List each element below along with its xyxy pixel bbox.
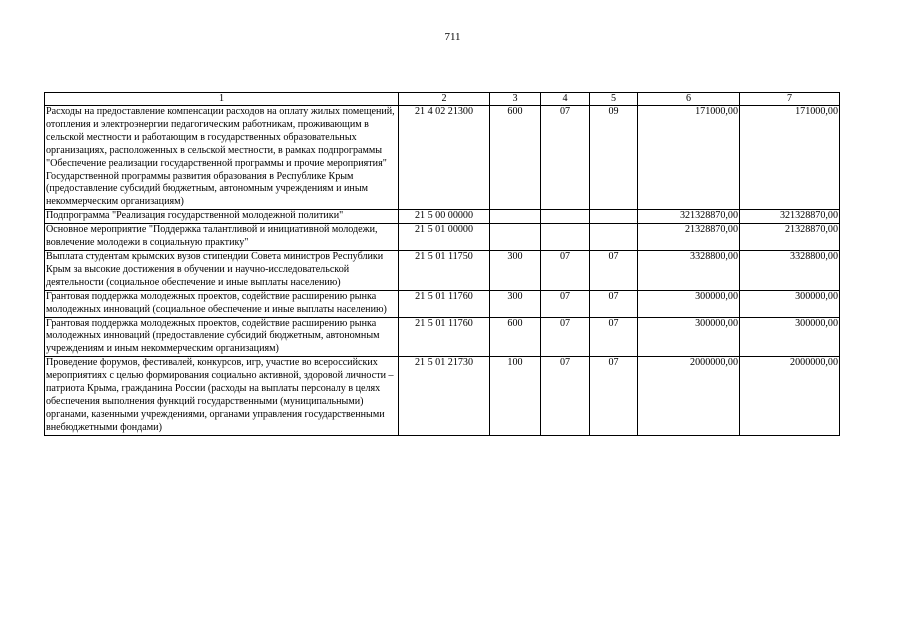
row-amount-6: 2000000,00 (638, 357, 740, 435)
table-row (45, 210, 840, 224)
row-code: 21 5 01 11760 (399, 317, 490, 357)
row-col5 (590, 224, 638, 251)
header-cell: 7 (740, 93, 840, 106)
row-col3: 100 (490, 357, 541, 435)
table-row (45, 357, 840, 435)
row-code: 21 5 01 21730 (399, 357, 490, 435)
header-cell: 5 (590, 93, 638, 106)
table-row (45, 106, 840, 210)
row-col5: 07 (590, 357, 638, 435)
table-row (45, 317, 840, 357)
row-amount-7: 21328870,00 (740, 224, 840, 251)
row-col4: 07 (541, 317, 590, 357)
row-amount-6: 171000,00 (638, 106, 740, 210)
budget-table (44, 92, 840, 436)
row-description: Расходы на предоставление компенсации расходов на оплату жилых помещений, отопления и электроэнергии педагогическим работникам, проживающим в сельской местности и работающим в государственных образовательных организациях, расположенных в сельской местности, в рамках подпрограммы "Обеспечение реализации государственной программы и прочие мероприятия" Государственной программы развития образования в Республике Крым (предоставление субсидий бюджетным, автономным учреждениям и иным некоммерческим организациям) (45, 106, 399, 210)
row-description: Грантовая поддержка молодежных проектов, содействие расширению рынка молодежных инноваций (предоставление субсидий бюджетным, автономным учреждениям и иным некоммерческим организациям) (45, 317, 399, 357)
row-col3 (490, 224, 541, 251)
row-amount-7: 321328870,00 (740, 210, 840, 224)
row-amount-7: 3328800,00 (740, 250, 840, 290)
row-amount-7: 2000000,00 (740, 357, 840, 435)
row-col4 (541, 224, 590, 251)
row-description: Грантовая поддержка молодежных проектов, содействие расширению рынка молодежных инноваций (социальное обеспечение и иные выплаты населению) (45, 290, 399, 317)
row-col3: 300 (490, 290, 541, 317)
row-amount-7: 300000,00 (740, 317, 840, 357)
row-code: 21 4 02 21300 (399, 106, 490, 210)
row-description: Проведение форумов, фестивалей, конкурсов, игр, участие во всероссийских мероприятиях с целью формирования социально активной, здоровой личности – патриота Крыма, гражданина России (расходы на выплаты персоналу в целях обеспечения выполнения функций государственными (муниципальными) органами, казенными учреждениями, органами управления государственными внебюджетными фондами) (45, 357, 399, 435)
row-col4: 07 (541, 357, 590, 435)
row-code: 21 5 01 11750 (399, 250, 490, 290)
row-description: Подпрограмма "Реализация государственной молодежной политики" (45, 210, 399, 224)
page-number: 711 (444, 31, 461, 43)
row-amount-6: 300000,00 (638, 317, 740, 357)
table-row (45, 224, 840, 251)
row-col5: 09 (590, 106, 638, 210)
row-amount-7: 300000,00 (740, 290, 840, 317)
row-description: Основное мероприятие "Поддержка талантливой и инициативной молодежи, вовлечение молодежи в социальную практику" (45, 224, 399, 251)
header-cell: 2 (399, 93, 490, 106)
header-row (45, 93, 840, 106)
header-cell: 1 (45, 93, 399, 106)
table-row (45, 290, 840, 317)
header-cell: 6 (638, 93, 740, 106)
row-code: 21 5 01 00000 (399, 224, 490, 251)
row-col3: 300 (490, 250, 541, 290)
row-col4: 07 (541, 250, 590, 290)
row-amount-6: 300000,00 (638, 290, 740, 317)
row-col3: 600 (490, 106, 541, 210)
row-description: Выплата студентам крымских вузов стипендии Совета министров Республики Крым за высокие достижения в обучении и научно-исследовательской деятельности (социальное обеспечение и иные выплаты населению) (45, 250, 399, 290)
row-col5 (590, 210, 638, 224)
row-col3 (490, 210, 541, 224)
row-col4 (541, 210, 590, 224)
row-col5: 07 (590, 317, 638, 357)
row-col5: 07 (590, 250, 638, 290)
row-amount-6: 321328870,00 (638, 210, 740, 224)
row-col3: 600 (490, 317, 541, 357)
row-amount-6: 21328870,00 (638, 224, 740, 251)
row-code: 21 5 00 00000 (399, 210, 490, 224)
row-col4: 07 (541, 290, 590, 317)
header-cell: 4 (541, 93, 590, 106)
table-row (45, 250, 840, 290)
row-col5: 07 (590, 290, 638, 317)
row-code: 21 5 01 11760 (399, 290, 490, 317)
header-cell: 3 (490, 93, 541, 106)
row-col4: 07 (541, 106, 590, 210)
row-amount-7: 171000,00 (740, 106, 840, 210)
row-amount-6: 3328800,00 (638, 250, 740, 290)
